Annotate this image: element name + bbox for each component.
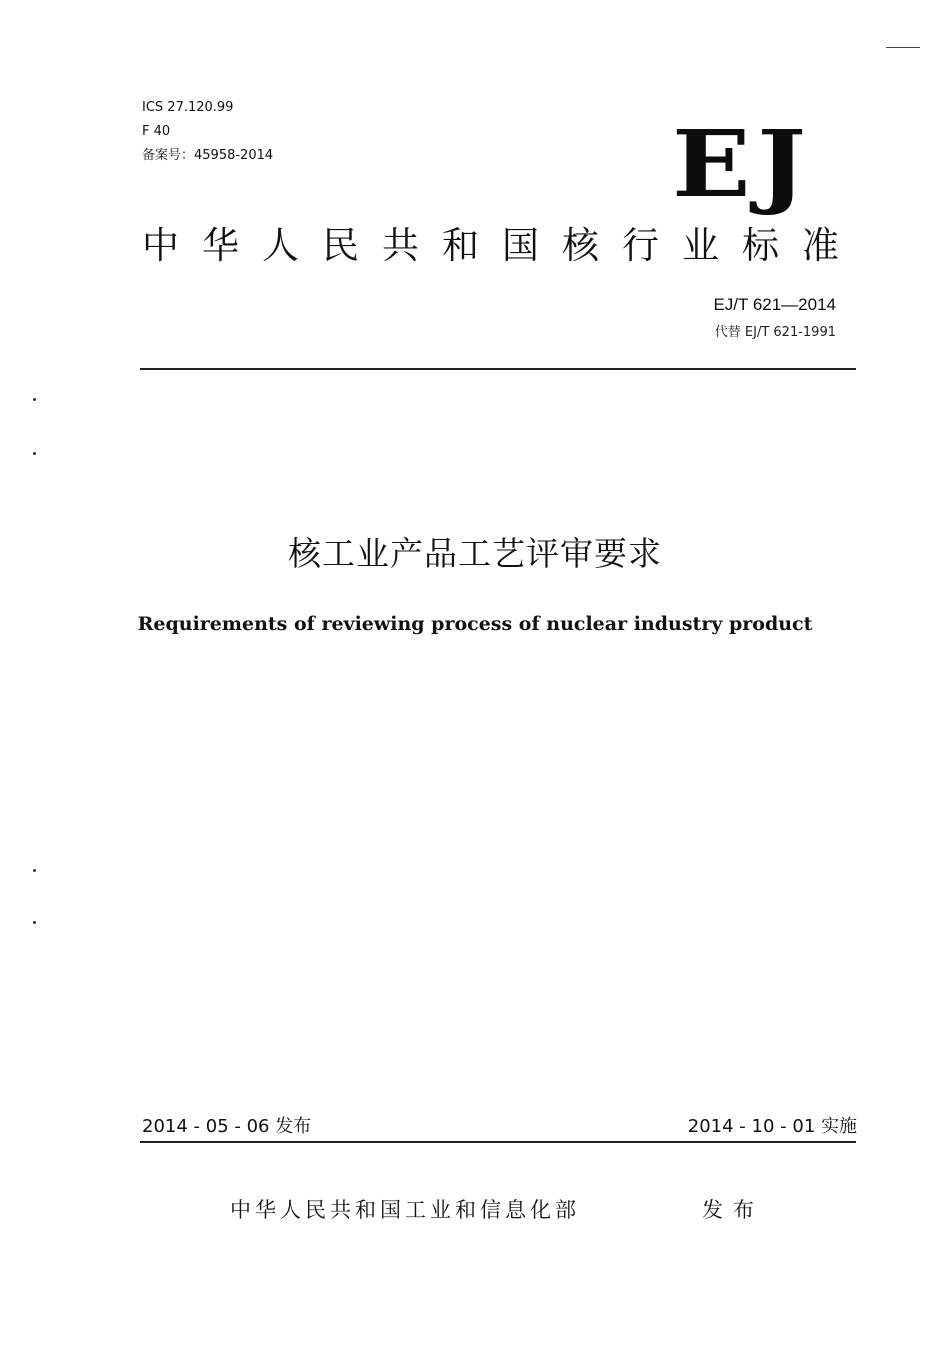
ej-logo: EJ (672, 110, 813, 218)
record-number: 备案号：45958-2014 (142, 148, 274, 163)
implementation-date: 2014 - 10 - 01 实施 (687, 1116, 857, 1137)
scan-mark-line (886, 47, 920, 48)
header-divider (140, 368, 856, 370)
publisher-name: 中华人民共和国工业和信息化部 (230, 1198, 580, 1222)
publish-label: 发布 (702, 1198, 764, 1222)
standard-number: EJ/T 621—2014 (713, 295, 836, 314)
scan-speck (33, 921, 36, 924)
replaces-standard: 代替 EJ/T 621-1991 (714, 325, 836, 340)
classification-block (142, 96, 273, 168)
footer-divider (140, 1141, 856, 1143)
document-title-english: Requirements of reviewing process of nuclear industry product (137, 613, 813, 635)
standard-category-title: 中华人民共和国核行业标准 (142, 224, 862, 267)
scan-speck (33, 869, 36, 872)
scan-speck (33, 398, 36, 401)
issue-date: 2014 - 05 - 06 发布 (142, 1116, 312, 1137)
scan-speck (33, 452, 36, 455)
ccs-code: F 40 (142, 124, 171, 139)
ics-code: ICS 27.120.99 (142, 100, 234, 115)
document-title-chinese: 核工业产品工艺评审要求 (288, 534, 662, 573)
